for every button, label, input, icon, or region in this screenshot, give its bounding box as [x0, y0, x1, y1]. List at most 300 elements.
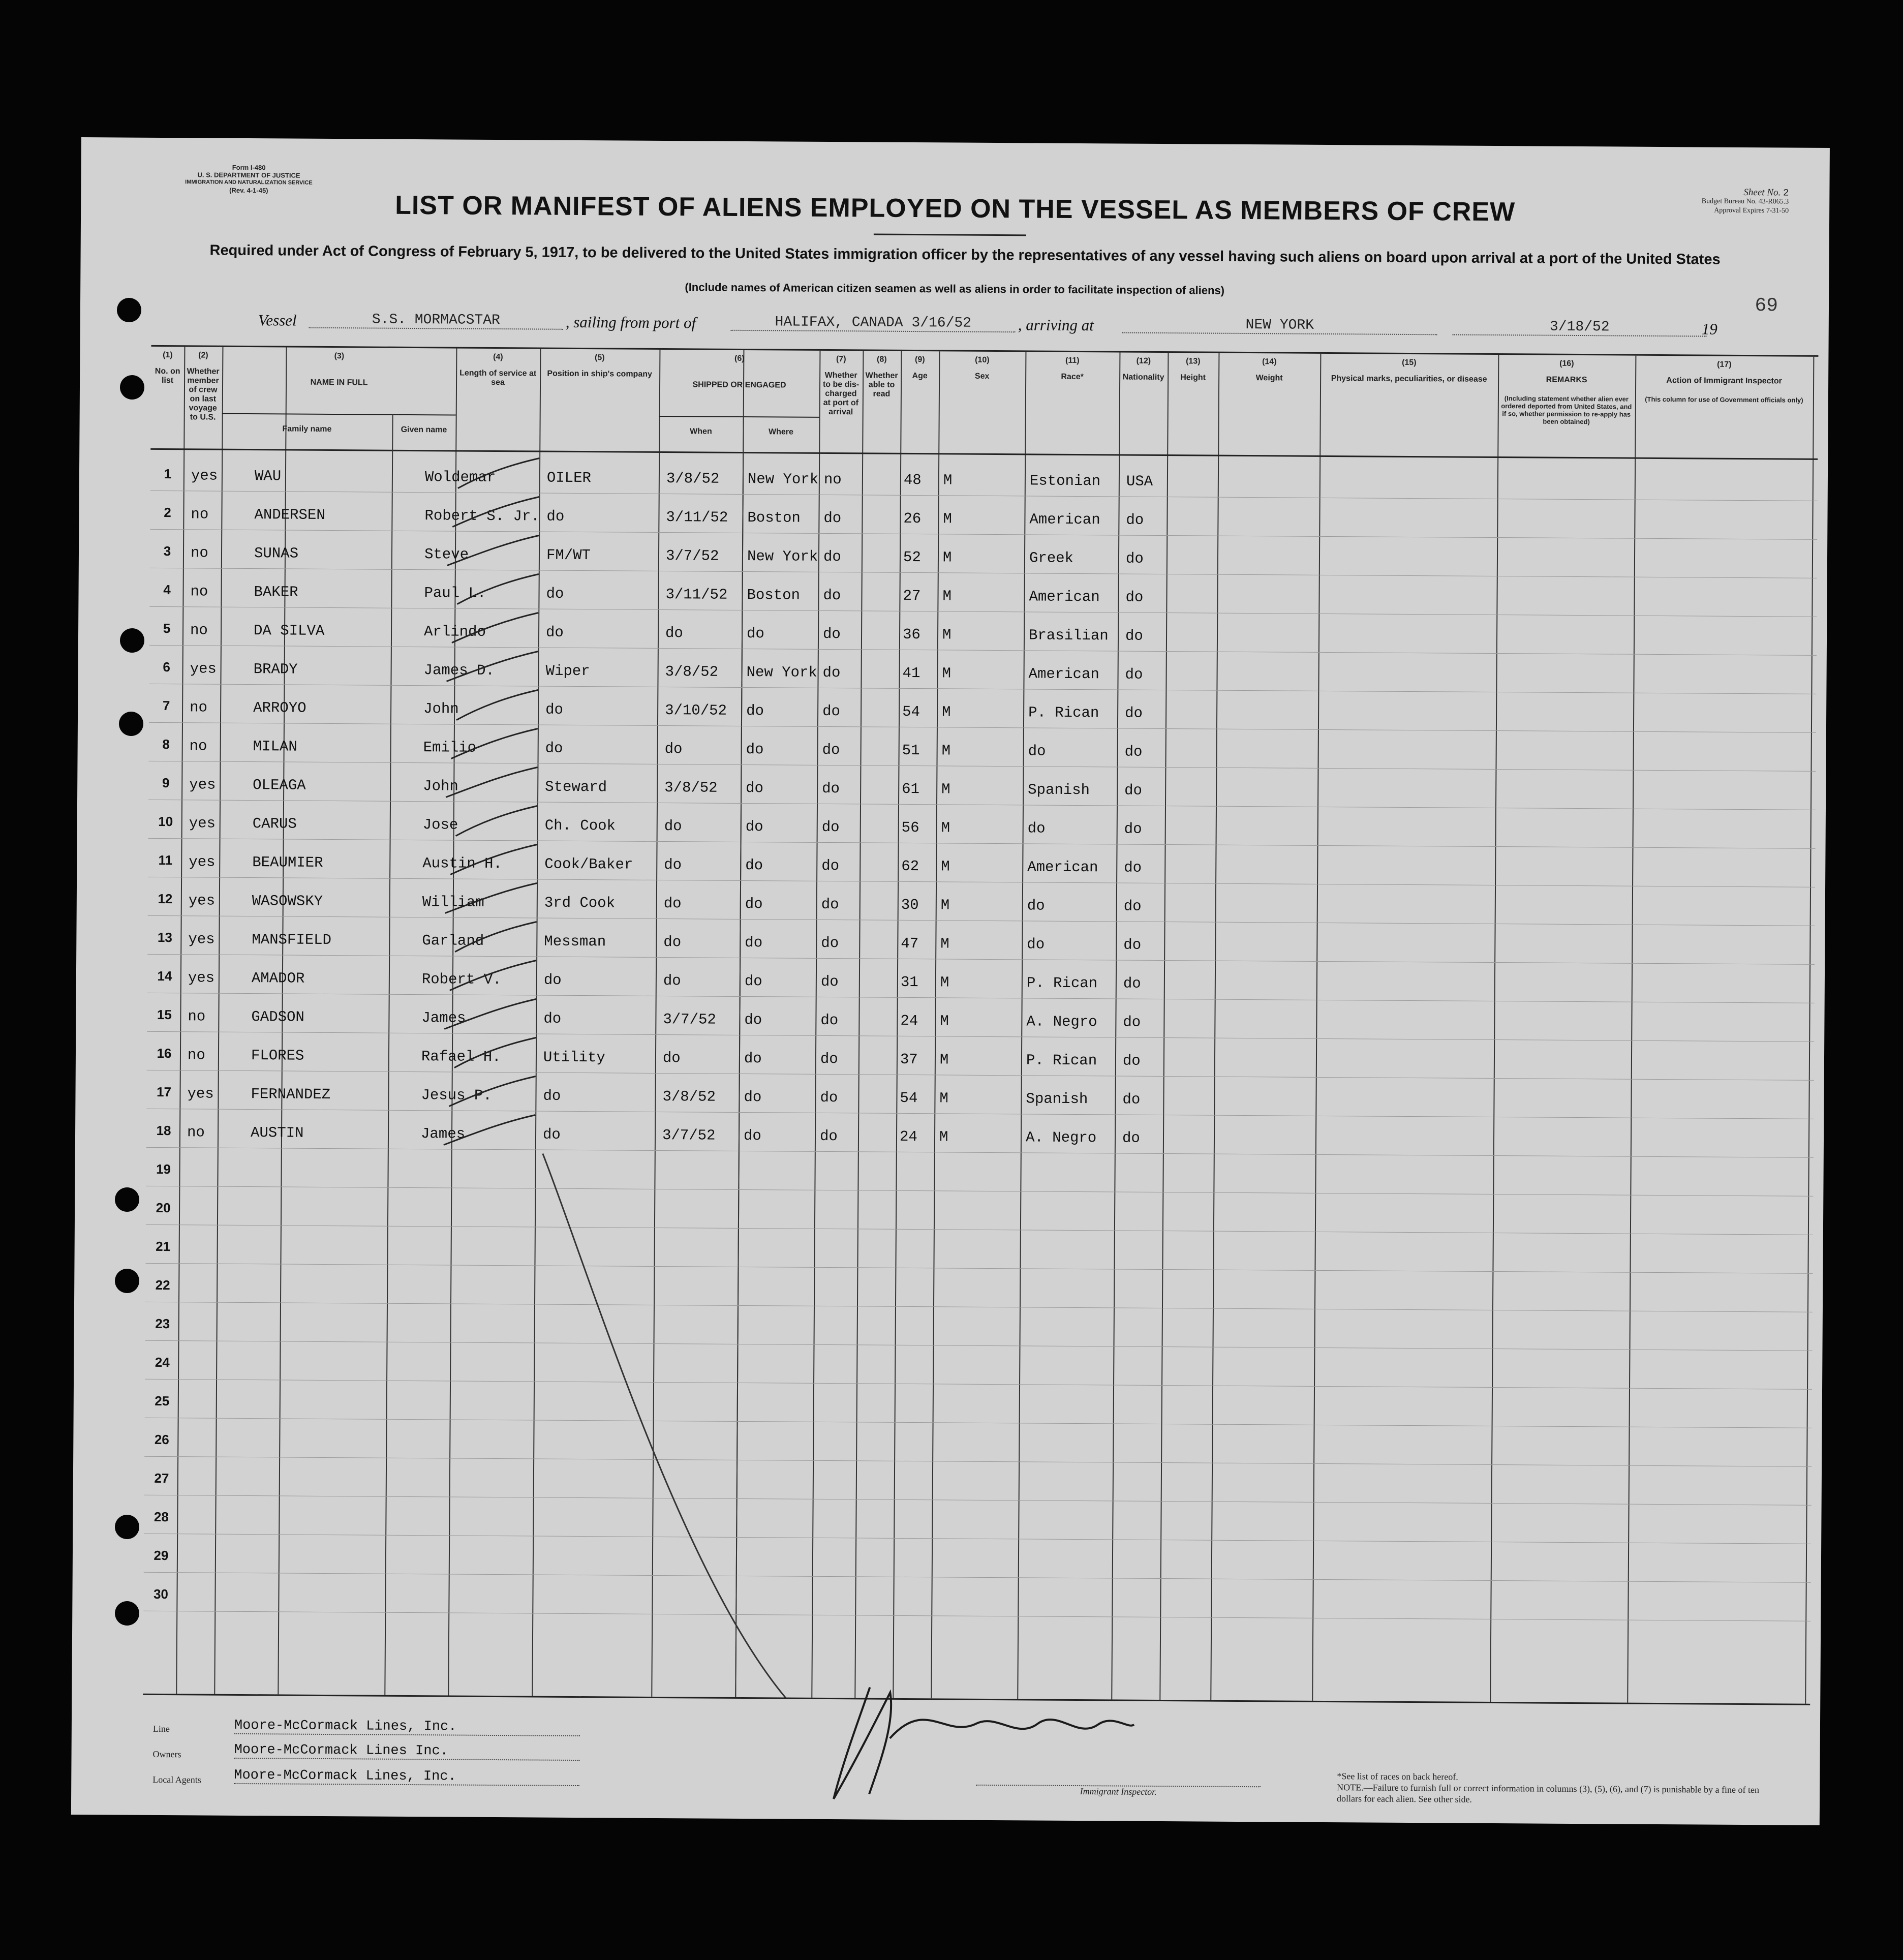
- column-subheader: Where: [768, 427, 793, 437]
- cell-race: American: [1029, 511, 1100, 529]
- cell-sex: M: [942, 549, 952, 566]
- cell-age: 54: [902, 703, 920, 721]
- cell-race: American: [1027, 859, 1098, 876]
- cell-nationality: do: [1124, 859, 1142, 876]
- cell-when: do: [664, 818, 682, 835]
- subheader-rule: [659, 416, 819, 418]
- row-rule: [149, 684, 1816, 694]
- cell-position: do: [545, 624, 564, 641]
- column-header-note: (This column for use of Government officials only): [1645, 395, 1803, 404]
- cell-race: Spanish: [1026, 1090, 1088, 1108]
- cell-discharged: do: [820, 1012, 839, 1029]
- cell-race: do: [1027, 936, 1045, 953]
- cell-prev: no: [190, 544, 208, 562]
- cell-prev: no: [189, 738, 207, 755]
- cell-prev: no: [190, 583, 208, 600]
- column-number: (2): [198, 351, 208, 360]
- row-number: 15: [157, 1006, 172, 1023]
- cell-when: do: [664, 856, 682, 874]
- column-subheader: When: [690, 427, 712, 436]
- column-header: Physical marks, peculiarities, or disease: [1331, 374, 1487, 384]
- cell-prev: yes: [187, 1085, 214, 1102]
- sheet-number: 2: [1783, 187, 1789, 199]
- cell-where: do: [744, 1088, 762, 1106]
- cell-family: WASOWSKY: [252, 893, 323, 910]
- cell-sex: M: [941, 742, 951, 759]
- cell-where: New York: [746, 664, 817, 681]
- cell-discharged: do: [819, 1127, 838, 1145]
- column-divider: [1210, 353, 1219, 1700]
- column-divider: [214, 347, 223, 1694]
- cell-when: 3/11/52: [666, 509, 728, 526]
- cell-sex: M: [942, 665, 952, 682]
- column-number: (7): [836, 355, 846, 364]
- column-number: (13): [1186, 357, 1201, 366]
- cell-position: do: [545, 740, 563, 757]
- cell-given: Emilio: [423, 739, 477, 756]
- vessel-name: S.S. MORMACSTAR: [309, 312, 563, 330]
- sheet-label: Sheet No.: [1743, 187, 1781, 198]
- column-number: (15): [1402, 358, 1417, 368]
- cell-age: 36: [902, 626, 920, 644]
- cell-prev: yes: [189, 815, 216, 832]
- year-label: 19: [1701, 320, 1717, 338]
- row-number: 25: [155, 1393, 170, 1409]
- cell-position: Utility: [543, 1049, 605, 1066]
- cell-age: 41: [902, 664, 920, 682]
- cell-where: do: [745, 857, 763, 874]
- form-department: U. S. DEPARTMENT OF JUSTICE: [197, 171, 300, 179]
- cell-race: do: [1027, 820, 1046, 837]
- column-number: (6): [734, 354, 745, 363]
- cell-where: Boston: [747, 587, 801, 604]
- cell-age: 51: [902, 742, 920, 759]
- cell-nationality: do: [1122, 1052, 1141, 1069]
- cell-race: A. Negro: [1025, 1129, 1097, 1147]
- cell-family: GADSON: [251, 1008, 304, 1026]
- cell-when: 3/7/52: [662, 1127, 716, 1144]
- cell-sex: M: [943, 510, 952, 528]
- row-rule: [147, 1031, 1814, 1042]
- cell-race: P. Rican: [1026, 974, 1098, 992]
- cell-sex: M: [940, 935, 949, 953]
- cell-discharged: do: [821, 896, 839, 913]
- cell-position: do: [545, 701, 564, 718]
- cell-age: 26: [903, 510, 922, 528]
- title-rule: [874, 234, 1026, 236]
- cell-where: do: [745, 934, 763, 952]
- row-number: 24: [155, 1354, 170, 1370]
- cell-where: do: [746, 702, 764, 720]
- cell-position: do: [543, 971, 562, 989]
- column-number: (9): [915, 355, 925, 364]
- column-header: Height: [1180, 373, 1206, 382]
- column-header-note: (Including statement whether alien ever ordered deported from United States, and if so, whether permission to re-apply has been obtained): [1501, 394, 1632, 426]
- row-rule: [146, 1224, 1813, 1235]
- page-subnote: (Include names of American citizen seamen as well as aliens in order to facilitate inspection of aliens): [685, 281, 1225, 297]
- arrival-date: 3/18/52: [1453, 318, 1707, 336]
- cell-discharged: do: [820, 973, 839, 991]
- cell-given: Woldemar: [424, 469, 496, 486]
- cell-family: DA SILVA: [253, 622, 325, 639]
- row-rule: [144, 1572, 1811, 1583]
- subheader-rule: [222, 413, 456, 416]
- cell-family: OLEAGA: [253, 777, 306, 794]
- cell-position: FM/WT: [546, 546, 591, 564]
- row-number: 13: [157, 929, 172, 945]
- row-number: 5: [163, 621, 171, 636]
- vessel-line: [258, 311, 1763, 346]
- column-header: Action of Immigrant Inspector: [1666, 376, 1782, 386]
- cell-sex: M: [943, 472, 953, 489]
- binder-hole: [115, 1515, 139, 1539]
- cell-position: OILER: [546, 469, 592, 487]
- cell-family: BRADY: [253, 661, 298, 678]
- form-number: Form I-480: [232, 163, 266, 172]
- column-number: (4): [493, 352, 503, 362]
- cell-nationality: do: [1123, 936, 1142, 954]
- column-divider: [532, 349, 541, 1696]
- owners-label: Owners: [152, 1749, 181, 1760]
- cell-prev: no: [191, 506, 209, 523]
- cell-where: New York: [747, 471, 819, 488]
- row-number: 20: [156, 1200, 171, 1216]
- row-number: 6: [163, 659, 170, 675]
- cell-race: Greek: [1029, 549, 1074, 567]
- row-number: 29: [154, 1547, 169, 1564]
- cell-position: Cook/Baker: [544, 855, 633, 873]
- column-number: (1): [163, 350, 173, 360]
- cell-age: 54: [900, 1089, 918, 1107]
- cell-family: CARUS: [252, 815, 297, 833]
- column-number: (5): [595, 353, 605, 362]
- owners-value: Moore-McCormack Lines Inc.: [234, 1742, 580, 1761]
- row-rule: [145, 1302, 1813, 1312]
- form-revision: (Rev. 4-1-45): [229, 186, 268, 195]
- row-number: 1: [164, 466, 172, 482]
- cell-where: do: [744, 973, 762, 990]
- cell-position: do: [542, 1126, 561, 1143]
- cell-given: James D.: [423, 662, 495, 679]
- cell-race: do: [1028, 743, 1046, 760]
- cell-where: do: [745, 818, 763, 836]
- row-number: 27: [154, 1470, 169, 1486]
- cell-when: do: [664, 741, 683, 758]
- cell-discharged: do: [822, 741, 840, 759]
- manifest-footer: [122, 1708, 1800, 1820]
- cell-race: Brasilian: [1028, 627, 1109, 645]
- column-divider: [1490, 355, 1499, 1702]
- column-header: Length of service at sea: [459, 369, 537, 387]
- cell-given: Austin H.: [422, 855, 503, 873]
- row-rule: [147, 993, 1815, 1003]
- cell-discharged: do: [821, 857, 840, 875]
- row-rule: [145, 1418, 1812, 1428]
- cell-sex: M: [940, 1013, 949, 1030]
- column-number: (3): [334, 352, 345, 361]
- cell-sex: M: [940, 897, 950, 914]
- cell-position: do: [546, 508, 565, 525]
- cell-when: 3/8/52: [666, 470, 720, 487]
- cell-age: 61: [902, 780, 920, 798]
- agents-label: Local Agents: [152, 1774, 201, 1785]
- row-rule: [148, 800, 1816, 810]
- column-header: NAME IN FULL: [310, 378, 368, 387]
- row-rule: [149, 606, 1817, 617]
- cell-given: James: [421, 1009, 466, 1027]
- cell-when: do: [663, 934, 682, 951]
- row-rule: [144, 1495, 1812, 1506]
- row-number: 28: [154, 1509, 169, 1525]
- cell-discharged: do: [820, 1089, 838, 1107]
- cell-nationality: do: [1125, 666, 1143, 683]
- row-number: 4: [163, 582, 171, 598]
- column-header: Age: [912, 371, 928, 381]
- cell-discharged: do: [820, 1050, 838, 1068]
- races-note: *See list of races on back hereof.: [1337, 1771, 1458, 1782]
- cell-where: New York: [747, 548, 818, 565]
- cell-when: 3/7/52: [665, 547, 719, 565]
- cell-position: do: [543, 1087, 561, 1105]
- row-number: 12: [158, 891, 173, 907]
- cell-family: AMADOR: [251, 970, 305, 987]
- line-value: Moore-McCormack Lines, Inc.: [234, 1718, 580, 1736]
- check-stroke: [446, 767, 537, 798]
- row-rule: [147, 954, 1815, 965]
- cell-when: 3/7/52: [663, 1011, 716, 1028]
- sailing-label: , sailing from port of: [565, 313, 696, 332]
- column-header: SHIPPED OR ENGAGED: [692, 380, 786, 390]
- column-number: (17): [1717, 360, 1732, 369]
- cell-nationality: do: [1124, 782, 1143, 799]
- cell-where: do: [744, 1012, 762, 1029]
- cell-nationality: do: [1125, 589, 1144, 606]
- cell-family: ANDERSEN: [254, 506, 325, 524]
- cell-nationality: do: [1122, 1129, 1140, 1147]
- cell-age: 52: [903, 548, 921, 566]
- cell-age: 37: [900, 1051, 918, 1068]
- binder-hole: [117, 298, 141, 322]
- column-divider: [854, 351, 864, 1698]
- column-number: (8): [877, 355, 887, 364]
- row-rule: [148, 877, 1815, 887]
- row-number: 10: [158, 813, 173, 830]
- row-rule: [146, 1147, 1814, 1158]
- cell-nationality: do: [1123, 975, 1141, 992]
- cell-sex: M: [942, 626, 952, 644]
- cell-race: P. Rican: [1026, 1052, 1097, 1069]
- cell-nationality: do: [1124, 743, 1143, 760]
- cell-where: do: [746, 741, 764, 758]
- cell-race: American: [1028, 665, 1099, 683]
- manifest-sheet: [71, 137, 1830, 1825]
- column-subheader: Given name: [401, 425, 447, 435]
- cell-race: A. Negro: [1026, 1013, 1097, 1031]
- cell-position: do: [543, 1010, 562, 1027]
- cell-nationality: do: [1123, 898, 1142, 915]
- cell-age: 30: [901, 896, 919, 914]
- binder-hole: [115, 1269, 139, 1293]
- cell-discharged: do: [823, 509, 842, 527]
- row-number: 11: [158, 852, 173, 868]
- cell-nationality: do: [1123, 1014, 1141, 1031]
- cell-prev: no: [190, 622, 208, 639]
- column-header: REMARKS: [1546, 375, 1587, 385]
- cell-when: 3/8/52: [664, 779, 718, 797]
- row-rule: [147, 1070, 1814, 1081]
- cell-discharged: do: [823, 548, 841, 566]
- page-title: LIST OR MANIFEST OF ALIENS EMPLOYED ON THE VESSEL AS MEMBERS OF CREW: [395, 190, 1516, 227]
- cell-discharged: do: [822, 780, 840, 798]
- binder-hole: [120, 628, 144, 653]
- cell-family: SUNAS: [254, 545, 299, 562]
- cell-given: Steve: [424, 546, 469, 563]
- cell-nationality: do: [1124, 820, 1142, 838]
- cell-family: BEAUMIER: [252, 854, 323, 871]
- column-divider: [1627, 356, 1636, 1703]
- cell-when: 3/8/52: [662, 1088, 716, 1106]
- cell-sex: M: [939, 1128, 948, 1146]
- cell-when: 3/8/52: [665, 663, 719, 681]
- row-rule: [143, 1611, 1810, 1621]
- cell-sex: M: [941, 781, 950, 798]
- cell-given: John: [423, 778, 458, 795]
- cell-where: do: [745, 896, 763, 913]
- cell-discharged: do: [821, 934, 839, 952]
- closing-stroke: [539, 1154, 909, 1704]
- row-number: 22: [155, 1277, 170, 1293]
- cell-given: William: [422, 894, 484, 911]
- check-stroke: [456, 806, 537, 837]
- form-service: IMMIGRATION AND NATURALIZATION SERVICE: [185, 179, 313, 186]
- row-rule: [149, 722, 1816, 733]
- row-number: 30: [153, 1586, 169, 1602]
- cell-discharged: do: [822, 625, 841, 643]
- row-rule: [148, 915, 1815, 926]
- cell-nationality: do: [1126, 511, 1144, 529]
- row-rule: [144, 1456, 1812, 1467]
- binder-hole: [119, 712, 143, 736]
- row-number: 3: [163, 543, 171, 559]
- cell-given: James: [420, 1125, 466, 1143]
- cell-sex: M: [941, 819, 950, 837]
- binder-hole: [120, 375, 144, 400]
- cell-family: AUSTIN: [250, 1124, 304, 1142]
- cell-where: Boston: [747, 509, 801, 527]
- row-number: 18: [156, 1122, 171, 1139]
- header-rule: [150, 448, 1818, 460]
- row-number: 9: [162, 775, 170, 791]
- row-rule: [145, 1379, 1812, 1390]
- cell-family: MANSFIELD: [252, 931, 332, 949]
- column-number: (16): [1559, 359, 1574, 368]
- cell-age: 31: [900, 973, 918, 991]
- column-divider: [1111, 352, 1120, 1699]
- row-rule: [144, 1534, 1811, 1544]
- cell-family: FLORES: [251, 1047, 304, 1064]
- row-number: 17: [156, 1084, 172, 1100]
- cell-when: do: [665, 625, 683, 642]
- column-divider: [1312, 354, 1321, 1701]
- column-header: Position in ship's company: [547, 369, 652, 379]
- arriving-label: , arriving at: [1018, 316, 1094, 334]
- cell-family: WAU: [254, 468, 282, 485]
- cell-given: Jose: [422, 816, 458, 834]
- cell-family: BAKER: [254, 584, 298, 601]
- cell-family: FERNANDEZ: [251, 1086, 331, 1104]
- agents-value: Moore-McCormack Lines, Inc.: [234, 1768, 579, 1786]
- column-header: Sex: [974, 372, 990, 381]
- row-rule: [150, 491, 1818, 501]
- cell-prev: no: [190, 699, 208, 716]
- cell-discharged: do: [823, 587, 841, 604]
- cell-where: do: [743, 1127, 761, 1145]
- column-header: Race*: [1061, 372, 1084, 382]
- cell-when: 3/10/52: [665, 702, 727, 719]
- cell-when: do: [662, 1050, 681, 1067]
- row-number: 21: [156, 1238, 171, 1254]
- row-number: 23: [155, 1315, 170, 1332]
- column-header: Nationality: [1122, 373, 1164, 382]
- column-divider: [1017, 352, 1026, 1699]
- cell-prev: yes: [189, 776, 216, 793]
- column-header: Whether to be dis-charged at port of arrival: [822, 371, 860, 417]
- cell-when: do: [663, 972, 681, 990]
- cell-position: do: [546, 585, 564, 602]
- column-header: Weight: [1255, 374, 1283, 383]
- cell-nationality: do: [1125, 550, 1144, 567]
- cell-where: do: [746, 780, 764, 797]
- row-rule: [148, 838, 1816, 849]
- crew-table: [143, 345, 1818, 1705]
- row-rule: [149, 761, 1816, 772]
- cell-nationality: do: [1125, 705, 1143, 722]
- cell-race: American: [1029, 588, 1100, 606]
- row-rule: [150, 529, 1817, 540]
- cell-prev: yes: [188, 931, 215, 948]
- cell-sex: M: [939, 1051, 949, 1068]
- cell-prev: yes: [189, 853, 216, 871]
- cell-age: 24: [900, 1012, 918, 1030]
- cell-age: 56: [901, 819, 919, 837]
- binder-hole: [115, 1187, 139, 1212]
- cell-prev: no: [187, 1047, 205, 1064]
- cell-where: do: [746, 625, 764, 642]
- column-number: (10): [975, 355, 990, 364]
- cell-position: Messman: [544, 933, 606, 951]
- cell-sex: M: [942, 703, 951, 721]
- column-divider: [931, 351, 940, 1698]
- column-divider: [1159, 353, 1169, 1700]
- cell-discharged: do: [821, 818, 840, 836]
- cell-race: do: [1027, 897, 1045, 914]
- stamped-page-number: 69: [1755, 295, 1778, 317]
- cell-when: do: [663, 895, 682, 912]
- cell-nationality: do: [1125, 627, 1143, 645]
- cell-race: Spanish: [1028, 781, 1090, 799]
- row-number: 16: [157, 1045, 172, 1061]
- cell-nationality: do: [1122, 1091, 1141, 1108]
- cell-given: Rafael H.: [421, 1048, 501, 1066]
- column-number: (12): [1136, 356, 1151, 365]
- column-number: (14): [1262, 357, 1277, 366]
- cell-given: John: [423, 700, 459, 718]
- cell-family: ARROYO: [253, 699, 306, 717]
- cell-prev: yes: [188, 969, 215, 987]
- cell-age: 24: [899, 1128, 917, 1146]
- cell-sex: M: [940, 974, 949, 991]
- cell-family: MILAN: [253, 738, 297, 755]
